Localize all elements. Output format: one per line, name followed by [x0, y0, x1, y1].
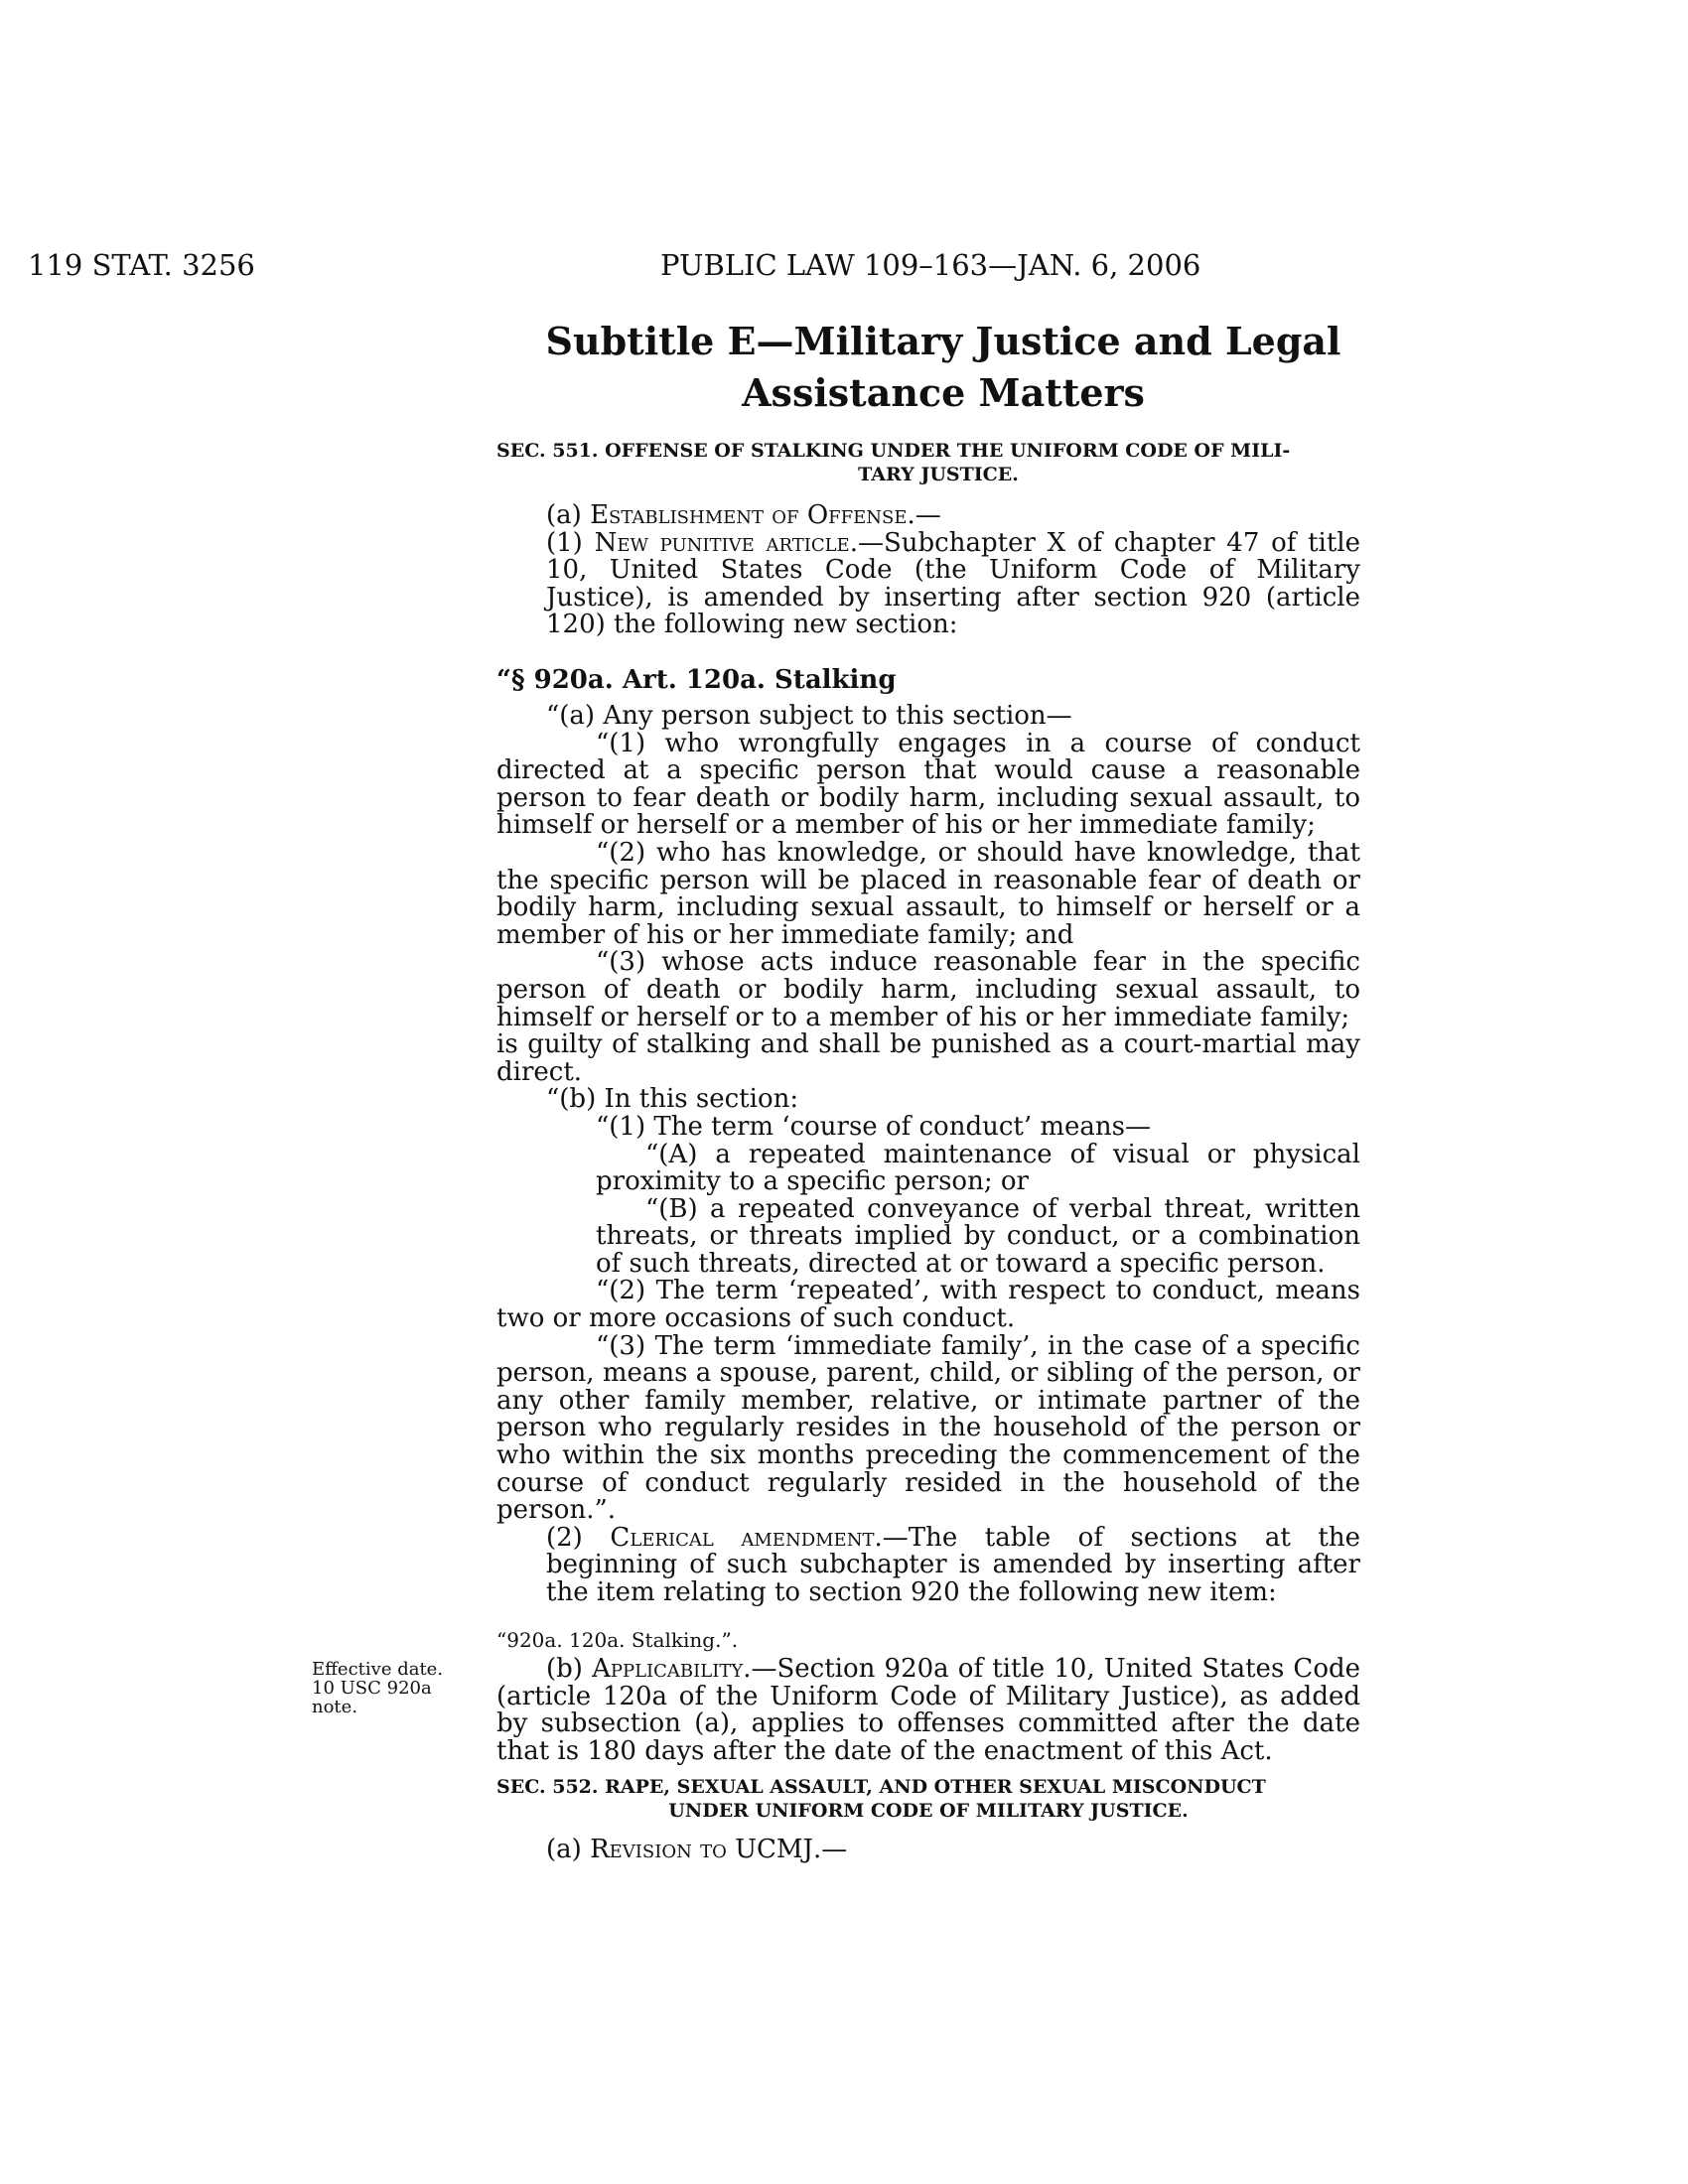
article-b1A: “(A) a repeated maintenance of visual or physical proximity to a specific person; or	[596, 1139, 1360, 1197]
article-a-tail: is guilty of stalking and shall be punished as a court-martial may direct.	[496, 1029, 1360, 1087]
section-552	[496, 1775, 1360, 1864]
margin-note-line-1: Effective date.	[312, 1659, 444, 1680]
section-551-heading: SEC. 551. OFFENSE OF STALKING UNDER THE UNIFORM CODE OF MILI- TARY JUSTICE.	[496, 440, 1291, 485]
table-of-sections-item: “920a. 120a. Stalking.”.	[496, 1628, 739, 1652]
page-reference: 119 STAT. 3256	[28, 248, 255, 282]
article-b1B: “(B) a repeated conveyance of verbal threat, written threats, or threats implied by conduct, or a combination of such threats, directed at or toward a specific person.	[596, 1193, 1360, 1279]
subtitle-line-2: Assistance Matters	[742, 370, 1145, 415]
margin-note	[312, 1660, 461, 1716]
article-heading: “§ 920a. Art. 120a. Stalking	[496, 665, 897, 695]
article-a1: “(1) who wrongfully engages in a course of conduct directed at a specific person that would cause a reasonable person to fear death or bodily harm, including sexual assault, to himself or herself or a member of his or her immediate family;	[496, 728, 1360, 841]
margin-note-line-3: note.	[312, 1697, 358, 1717]
margin-note-line-2: 10 USC 920a	[312, 1678, 432, 1699]
article-b2: “(2) The term ‘repeated’, with respect to conduct, means two or more occasions of such conduct.	[496, 1276, 1360, 1334]
subtitle-heading	[496, 316, 1390, 419]
subtitle-line-1: Subtitle E—Military Justice and Legal	[545, 319, 1341, 363]
article-120a	[496, 665, 1360, 1607]
running-header: PUBLIC LAW 109–163—JAN. 6, 2006	[660, 248, 1201, 282]
subsection-b: (b) Applicability.—Section 920a of title 10, United States Code (article 120a of the Uniform Code of Military Justice), as added by subsection (a), applies to offenses committed after the date that is 180 days after the date of the enactment of this Act.	[496, 1654, 1360, 1766]
article-subsection-a: “(a) Any person subject to this section—	[546, 701, 1072, 731]
paragraph-1: (1) New punitive article.—Subchapter X of chapter 47 of title 10, United States Code (the Uniform Code of Military Justice), is amended by inserting after section 920 (article 120) the following new section:	[546, 527, 1361, 640]
section-552-heading: SEC. 552. RAPE, SEXUAL ASSAULT, AND OTHER SEXUAL MISCONDUCT UNDER UNIFORM CODE OF MILITARY JUSTICE.	[496, 1776, 1266, 1822]
subsection-a-heading: (a) Establishment of Offense.—	[546, 500, 941, 530]
section-551	[496, 439, 1360, 639]
article-b1: “(1) The term ‘course of conduct’ means—	[596, 1111, 1152, 1142]
article-a3: “(3) whose acts induce reasonable fear in the specific person of death or bodily harm, including sexual assault, to himself or herself or to a member of his or her immediate family;	[496, 947, 1360, 1032]
article-b3: “(3) The term ‘immediate family’, in the case of a specific person, means a spouse, parent, child, or sibling of the person, or any other family member, relative, or intimate partner of the person who regularly resides in the household of the person or who within the six months preceding the commencement of the course of conduct regularly resided in the household of the person.”.	[496, 1330, 1360, 1526]
section-552-subsection-a: (a) Revision to UCMJ.—	[546, 1835, 848, 1864]
paragraph-2: (2) Clerical amendment.—The table of sections at the beginning of such subchapter is amended by inserting after the item relating to section 920 the following new item:	[546, 1522, 1361, 1607]
article-a2: “(2) who has knowledge, or should have knowledge, that the specific person will be placed in reasonable fear of death or bodily harm, including sexual assault, to himself or herself or a member of his or her immediate family; and	[496, 837, 1360, 950]
article-subsection-b: “(b) In this section:	[546, 1084, 799, 1115]
